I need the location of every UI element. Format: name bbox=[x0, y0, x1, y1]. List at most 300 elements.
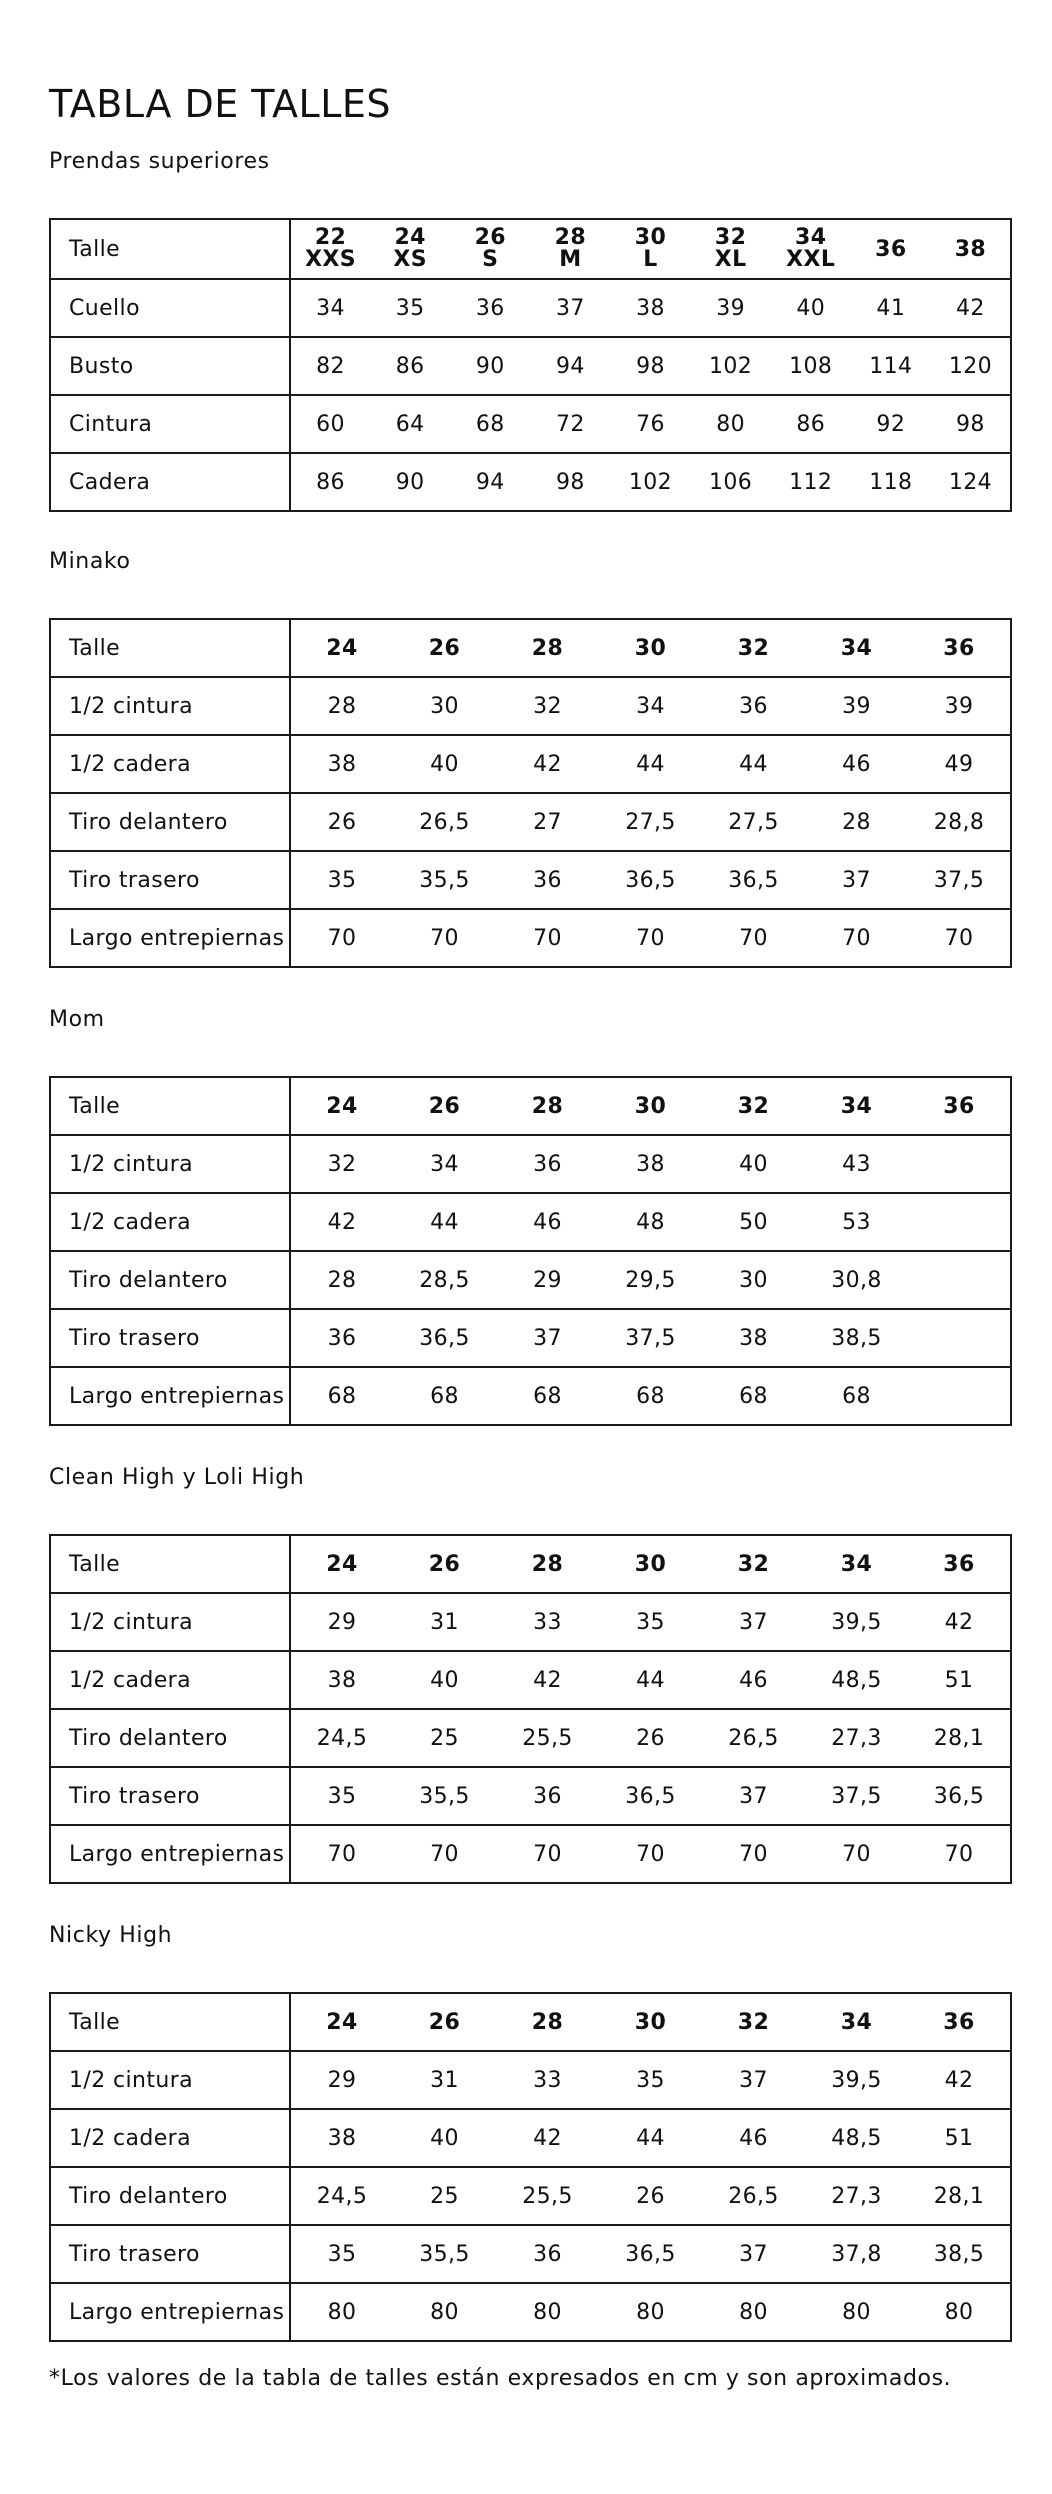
measure-cell: 36,5 bbox=[908, 1767, 1011, 1825]
size-header bbox=[702, 1535, 805, 1593]
measure-cell: 37 bbox=[496, 1309, 599, 1367]
size-header bbox=[530, 219, 610, 279]
size-header bbox=[370, 219, 450, 279]
measure-cell: 68 bbox=[702, 1367, 805, 1425]
measure-cell: 28,1 bbox=[908, 2167, 1011, 2225]
size-header bbox=[702, 1993, 805, 2051]
size-number: 28 bbox=[531, 1093, 564, 1119]
row-label: Tiro trasero bbox=[50, 1767, 290, 1825]
row-label: Tiro trasero bbox=[50, 2225, 290, 2283]
size-number: 28 bbox=[531, 1551, 564, 1577]
measure-cell: 27,5 bbox=[702, 793, 805, 851]
row-label: Largo entrepiernas bbox=[50, 1825, 290, 1883]
measure-cell: 37 bbox=[702, 1767, 805, 1825]
measure-cell: 24,5 bbox=[290, 1709, 393, 1767]
measure-cell: 31 bbox=[393, 1593, 496, 1651]
size-number: 32 bbox=[737, 1093, 770, 1119]
measure-cell: 27 bbox=[496, 793, 599, 851]
measure-cell: 37 bbox=[702, 1593, 805, 1651]
size-number: 32 bbox=[737, 1551, 770, 1577]
measure-cell: 64 bbox=[370, 395, 450, 453]
row-label: Tiro delantero bbox=[50, 793, 290, 851]
size-number: 24 bbox=[394, 225, 426, 250]
row-label: 1/2 cadera bbox=[50, 1651, 290, 1709]
measure-cell: 86 bbox=[771, 395, 851, 453]
size-number: 26 bbox=[474, 225, 506, 250]
size-number: 34 bbox=[795, 225, 827, 250]
size-header bbox=[290, 219, 370, 279]
measure-cell: 37 bbox=[702, 2225, 805, 2283]
measure-cell: 70 bbox=[290, 909, 393, 967]
measure-cell: 86 bbox=[370, 337, 450, 395]
measure-cell: 70 bbox=[702, 909, 805, 967]
measure-cell: 124 bbox=[931, 453, 1011, 511]
measure-cell bbox=[908, 1367, 1011, 1425]
measure-cell: 40 bbox=[393, 2109, 496, 2167]
measure-cell: 46 bbox=[702, 2109, 805, 2167]
table-row bbox=[50, 453, 1011, 511]
measure-cell: 35 bbox=[370, 279, 450, 337]
measure-cell: 46 bbox=[496, 1193, 599, 1251]
measure-cell: 36 bbox=[290, 1309, 393, 1367]
size-header bbox=[393, 1535, 496, 1593]
measure-cell: 30,8 bbox=[805, 1251, 908, 1309]
measure-cell: 34 bbox=[393, 1135, 496, 1193]
table-row bbox=[50, 677, 1011, 735]
measure-cell: 68 bbox=[393, 1367, 496, 1425]
measure-cell: 38 bbox=[290, 2109, 393, 2167]
section-title: Clean High y Loli High bbox=[49, 1465, 305, 1490]
measure-cell: 39 bbox=[691, 279, 771, 337]
footnote: *Los valores de la tabla de talles están expresados en cm y son aproximados. bbox=[49, 2366, 952, 2391]
measure-cell: 29 bbox=[290, 1593, 393, 1651]
table-row bbox=[50, 2109, 1011, 2167]
measure-cell: 51 bbox=[908, 2109, 1011, 2167]
measure-cell: 102 bbox=[691, 337, 771, 395]
section-title: Mom bbox=[49, 1007, 105, 1032]
measure-cell: 33 bbox=[496, 1593, 599, 1651]
size-header bbox=[599, 1535, 702, 1593]
row-label: 1/2 cadera bbox=[50, 2109, 290, 2167]
measure-cell: 92 bbox=[851, 395, 931, 453]
measure-cell: 31 bbox=[393, 2051, 496, 2109]
size-number: 28 bbox=[531, 635, 564, 661]
measure-cell: 68 bbox=[450, 395, 530, 453]
measure-cell: 35 bbox=[599, 2051, 702, 2109]
size-header bbox=[290, 1993, 393, 2051]
measure-cell: 25 bbox=[393, 2167, 496, 2225]
measure-cell: 36,5 bbox=[393, 1309, 496, 1367]
row-label: Busto bbox=[50, 337, 290, 395]
table-header-row bbox=[50, 219, 1011, 279]
measure-cell: 40 bbox=[393, 735, 496, 793]
size-header bbox=[290, 1535, 393, 1593]
header-label: Talle bbox=[50, 619, 290, 677]
size-number: 34 bbox=[840, 2009, 873, 2035]
measure-cell: 38,5 bbox=[805, 1309, 908, 1367]
size-header bbox=[393, 619, 496, 677]
size-number: 26 bbox=[428, 635, 461, 661]
size-number: 26 bbox=[428, 2009, 461, 2035]
measure-cell: 70 bbox=[908, 909, 1011, 967]
measure-cell: 90 bbox=[370, 453, 450, 511]
measure-cell: 36 bbox=[702, 677, 805, 735]
measure-cell: 28 bbox=[805, 793, 908, 851]
measure-cell: 72 bbox=[530, 395, 610, 453]
measure-cell: 38,5 bbox=[908, 2225, 1011, 2283]
row-label: 1/2 cintura bbox=[50, 1593, 290, 1651]
table-row bbox=[50, 279, 1011, 337]
table-header-row bbox=[50, 619, 1011, 677]
size-header bbox=[908, 1535, 1011, 1593]
size-number: 34 bbox=[840, 1551, 873, 1577]
row-label: Tiro trasero bbox=[50, 851, 290, 909]
size-number: 34 bbox=[840, 635, 873, 661]
measure-cell: 80 bbox=[908, 2283, 1011, 2341]
measure-cell: 26,5 bbox=[702, 1709, 805, 1767]
size-header bbox=[496, 1993, 599, 2051]
measure-cell: 51 bbox=[908, 1651, 1011, 1709]
measure-cell: 32 bbox=[290, 1135, 393, 1193]
size-number: 36 bbox=[943, 1551, 975, 1577]
measure-cell: 35 bbox=[599, 1593, 702, 1651]
size-number: 32 bbox=[714, 225, 747, 250]
size-header bbox=[908, 619, 1011, 677]
measure-cell: 42 bbox=[931, 279, 1011, 337]
measure-cell: 44 bbox=[599, 735, 702, 793]
measure-cell: 36 bbox=[496, 1135, 599, 1193]
measure-cell: 48,5 bbox=[805, 1651, 908, 1709]
measure-cell: 28 bbox=[290, 677, 393, 735]
measure-cell: 35 bbox=[290, 851, 393, 909]
measure-cell: 80 bbox=[691, 395, 771, 453]
measure-cell: 70 bbox=[393, 1825, 496, 1883]
size-number: 32 bbox=[737, 2009, 770, 2035]
measure-cell: 46 bbox=[702, 1651, 805, 1709]
measure-cell bbox=[908, 1251, 1011, 1309]
size-number: 28 bbox=[531, 2009, 564, 2035]
measure-cell: 35,5 bbox=[393, 851, 496, 909]
measure-cell: 49 bbox=[908, 735, 1011, 793]
section-title: Minako bbox=[49, 549, 131, 574]
measure-cell: 70 bbox=[496, 1825, 599, 1883]
table-row bbox=[50, 793, 1011, 851]
measure-cell: 40 bbox=[702, 1135, 805, 1193]
measure-cell: 38 bbox=[599, 1135, 702, 1193]
measure-cell: 44 bbox=[702, 735, 805, 793]
measure-cell: 38 bbox=[290, 1651, 393, 1709]
measure-cell: 36 bbox=[496, 1767, 599, 1825]
size-number: 36 bbox=[943, 1093, 975, 1119]
table-header-row bbox=[50, 1993, 1011, 2051]
measure-cell: 42 bbox=[908, 1593, 1011, 1651]
size-table bbox=[49, 218, 1012, 512]
measure-cell: 68 bbox=[496, 1367, 599, 1425]
measure-cell: 29 bbox=[290, 2051, 393, 2109]
size-number: 24 bbox=[326, 2009, 358, 2035]
measure-cell: 80 bbox=[599, 2283, 702, 2341]
measure-cell: 80 bbox=[805, 2283, 908, 2341]
size-number: 30 bbox=[634, 635, 667, 661]
measure-cell: 28 bbox=[290, 1251, 393, 1309]
measure-cell: 30 bbox=[393, 677, 496, 735]
measure-cell: 37,5 bbox=[599, 1309, 702, 1367]
size-number: 30 bbox=[634, 2009, 667, 2035]
size-table bbox=[49, 1992, 1012, 2342]
measure-cell: 37,5 bbox=[908, 851, 1011, 909]
measure-cell: 80 bbox=[290, 2283, 393, 2341]
measure-cell: 37,8 bbox=[805, 2225, 908, 2283]
measure-cell: 26,5 bbox=[702, 2167, 805, 2225]
measure-cell: 48,5 bbox=[805, 2109, 908, 2167]
measure-cell: 36 bbox=[496, 2225, 599, 2283]
measure-cell: 120 bbox=[931, 337, 1011, 395]
measure-cell: 80 bbox=[496, 2283, 599, 2341]
size-letter: M bbox=[559, 247, 582, 272]
size-header bbox=[496, 1077, 599, 1135]
measure-cell: 102 bbox=[610, 453, 690, 511]
size-letter: XL bbox=[714, 247, 747, 272]
measure-cell: 44 bbox=[599, 1651, 702, 1709]
size-header bbox=[931, 219, 1011, 279]
size-number: 30 bbox=[634, 1551, 667, 1577]
row-label: 1/2 cintura bbox=[50, 677, 290, 735]
measure-cell: 42 bbox=[290, 1193, 393, 1251]
size-number: 30 bbox=[634, 1093, 667, 1119]
header-label: Talle bbox=[50, 1535, 290, 1593]
measure-cell: 70 bbox=[702, 1825, 805, 1883]
measure-cell bbox=[908, 1309, 1011, 1367]
table-header-row bbox=[50, 1535, 1011, 1593]
row-label: Tiro delantero bbox=[50, 1709, 290, 1767]
measure-cell: 70 bbox=[805, 1825, 908, 1883]
measure-cell: 36 bbox=[496, 851, 599, 909]
measure-cell: 86 bbox=[290, 453, 370, 511]
size-number: 32 bbox=[737, 635, 770, 661]
measure-cell: 36 bbox=[450, 279, 530, 337]
row-label: Cadera bbox=[50, 453, 290, 511]
measure-cell: 44 bbox=[599, 2109, 702, 2167]
size-table bbox=[49, 1076, 1012, 1426]
measure-cell: 53 bbox=[805, 1193, 908, 1251]
measure-cell: 46 bbox=[805, 735, 908, 793]
measure-cell: 112 bbox=[771, 453, 851, 511]
measure-cell: 26 bbox=[290, 793, 393, 851]
size-header bbox=[702, 1077, 805, 1135]
size-header bbox=[805, 1993, 908, 2051]
measure-cell: 37 bbox=[702, 2051, 805, 2109]
size-header bbox=[805, 1077, 908, 1135]
table-row bbox=[50, 851, 1011, 909]
measure-cell: 94 bbox=[530, 337, 610, 395]
table-row bbox=[50, 337, 1011, 395]
measure-cell: 39 bbox=[805, 677, 908, 735]
measure-cell: 40 bbox=[771, 279, 851, 337]
measure-cell: 41 bbox=[851, 279, 931, 337]
measure-cell: 42 bbox=[496, 2109, 599, 2167]
size-number: 30 bbox=[634, 225, 667, 250]
table-row bbox=[50, 1251, 1011, 1309]
row-label: Tiro delantero bbox=[50, 2167, 290, 2225]
size-header bbox=[908, 1077, 1011, 1135]
measure-cell: 35,5 bbox=[393, 1767, 496, 1825]
measure-cell: 28,8 bbox=[908, 793, 1011, 851]
measure-cell: 98 bbox=[530, 453, 610, 511]
measure-cell: 34 bbox=[290, 279, 370, 337]
table-row bbox=[50, 909, 1011, 967]
size-header bbox=[691, 219, 771, 279]
measure-cell bbox=[908, 1193, 1011, 1251]
size-header bbox=[599, 1077, 702, 1135]
measure-cell: 24,5 bbox=[290, 2167, 393, 2225]
size-header bbox=[805, 1535, 908, 1593]
measure-cell: 43 bbox=[805, 1135, 908, 1193]
size-header bbox=[393, 1993, 496, 2051]
measure-cell: 82 bbox=[290, 337, 370, 395]
measure-cell: 36,5 bbox=[702, 851, 805, 909]
row-label: Tiro trasero bbox=[50, 1309, 290, 1367]
measure-cell: 39,5 bbox=[805, 1593, 908, 1651]
size-header bbox=[450, 219, 530, 279]
measure-cell: 50 bbox=[702, 1193, 805, 1251]
table-row bbox=[50, 1309, 1011, 1367]
size-number: 26 bbox=[428, 1551, 461, 1577]
measure-cell: 36,5 bbox=[599, 1767, 702, 1825]
table-row bbox=[50, 2225, 1011, 2283]
table-row bbox=[50, 2283, 1011, 2341]
measure-cell: 42 bbox=[496, 1651, 599, 1709]
size-number: 36 bbox=[875, 236, 907, 262]
measure-cell: 44 bbox=[393, 1193, 496, 1251]
size-header bbox=[496, 1535, 599, 1593]
measure-cell: 48 bbox=[599, 1193, 702, 1251]
header-label: Talle bbox=[50, 1993, 290, 2051]
size-header bbox=[290, 619, 393, 677]
measure-cell: 70 bbox=[496, 909, 599, 967]
size-header bbox=[599, 1993, 702, 2051]
size-header bbox=[599, 619, 702, 677]
row-label: Largo entrepiernas bbox=[50, 2283, 290, 2341]
measure-cell: 98 bbox=[610, 337, 690, 395]
measure-cell: 70 bbox=[805, 909, 908, 967]
size-number: 36 bbox=[943, 635, 975, 661]
measure-cell: 35 bbox=[290, 2225, 393, 2283]
measure-cell: 30 bbox=[702, 1251, 805, 1309]
size-number: 24 bbox=[326, 1551, 358, 1577]
size-header bbox=[805, 619, 908, 677]
measure-cell: 26,5 bbox=[393, 793, 496, 851]
table-row bbox=[50, 2051, 1011, 2109]
measure-cell: 29 bbox=[496, 1251, 599, 1309]
measure-cell: 60 bbox=[290, 395, 370, 453]
measure-cell: 90 bbox=[450, 337, 530, 395]
measure-cell: 39,5 bbox=[805, 2051, 908, 2109]
measure-cell: 27,3 bbox=[805, 2167, 908, 2225]
measure-cell: 106 bbox=[691, 453, 771, 511]
table-row bbox=[50, 1825, 1011, 1883]
table-row bbox=[50, 1367, 1011, 1425]
table-row bbox=[50, 735, 1011, 793]
measure-cell: 38 bbox=[610, 279, 690, 337]
measure-cell: 27,5 bbox=[599, 793, 702, 851]
row-label: 1/2 cadera bbox=[50, 1193, 290, 1251]
measure-cell: 25,5 bbox=[496, 2167, 599, 2225]
measure-cell: 76 bbox=[610, 395, 690, 453]
measure-cell: 94 bbox=[450, 453, 530, 511]
size-number: 22 bbox=[314, 225, 347, 250]
measure-cell: 35 bbox=[290, 1767, 393, 1825]
header-label: Talle bbox=[50, 219, 290, 279]
size-letter: S bbox=[482, 247, 499, 272]
table-row bbox=[50, 1135, 1011, 1193]
row-label: Largo entrepiernas bbox=[50, 909, 290, 967]
measure-cell: 38 bbox=[702, 1309, 805, 1367]
table-row bbox=[50, 2167, 1011, 2225]
measure-cell: 70 bbox=[599, 909, 702, 967]
size-number: 24 bbox=[326, 1093, 358, 1119]
size-header bbox=[393, 1077, 496, 1135]
measure-cell: 42 bbox=[908, 2051, 1011, 2109]
size-header bbox=[702, 619, 805, 677]
size-header bbox=[610, 219, 690, 279]
measure-cell: 42 bbox=[496, 735, 599, 793]
page-title: TABLA DE TALLES bbox=[49, 82, 392, 126]
measure-cell: 114 bbox=[851, 337, 931, 395]
size-letter: L bbox=[643, 247, 658, 272]
row-label: 1/2 cintura bbox=[50, 2051, 290, 2109]
table-row bbox=[50, 395, 1011, 453]
measure-cell: 25,5 bbox=[496, 1709, 599, 1767]
size-header bbox=[771, 219, 851, 279]
table-row bbox=[50, 1593, 1011, 1651]
size-letter: XXL bbox=[786, 247, 836, 272]
measure-cell: 70 bbox=[908, 1825, 1011, 1883]
header-label: Talle bbox=[50, 1077, 290, 1135]
size-header bbox=[496, 619, 599, 677]
measure-cell: 118 bbox=[851, 453, 931, 511]
measure-cell: 80 bbox=[393, 2283, 496, 2341]
row-label: Cintura bbox=[50, 395, 290, 453]
measure-cell: 38 bbox=[290, 735, 393, 793]
measure-cell: 32 bbox=[496, 677, 599, 735]
size-table bbox=[49, 1534, 1012, 1884]
size-table bbox=[49, 618, 1012, 968]
row-label: 1/2 cintura bbox=[50, 1135, 290, 1193]
measure-cell: 37 bbox=[805, 851, 908, 909]
measure-cell: 70 bbox=[290, 1825, 393, 1883]
row-label: Cuello bbox=[50, 279, 290, 337]
measure-cell: 37 bbox=[530, 279, 610, 337]
measure-cell: 35,5 bbox=[393, 2225, 496, 2283]
measure-cell: 36,5 bbox=[599, 851, 702, 909]
measure-cell: 34 bbox=[599, 677, 702, 735]
row-label: Tiro delantero bbox=[50, 1251, 290, 1309]
measure-cell: 70 bbox=[599, 1825, 702, 1883]
measure-cell: 40 bbox=[393, 1651, 496, 1709]
section-title: Nicky High bbox=[49, 1923, 173, 1948]
measure-cell: 37,5 bbox=[805, 1767, 908, 1825]
measure-cell: 26 bbox=[599, 2167, 702, 2225]
measure-cell: 29,5 bbox=[599, 1251, 702, 1309]
measure-cell: 68 bbox=[805, 1367, 908, 1425]
table-row bbox=[50, 1193, 1011, 1251]
size-number: 36 bbox=[943, 2009, 975, 2035]
measure-cell: 68 bbox=[290, 1367, 393, 1425]
measure-cell: 28,5 bbox=[393, 1251, 496, 1309]
measure-cell: 70 bbox=[393, 909, 496, 967]
size-number: 26 bbox=[428, 1093, 461, 1119]
table-row bbox=[50, 1709, 1011, 1767]
